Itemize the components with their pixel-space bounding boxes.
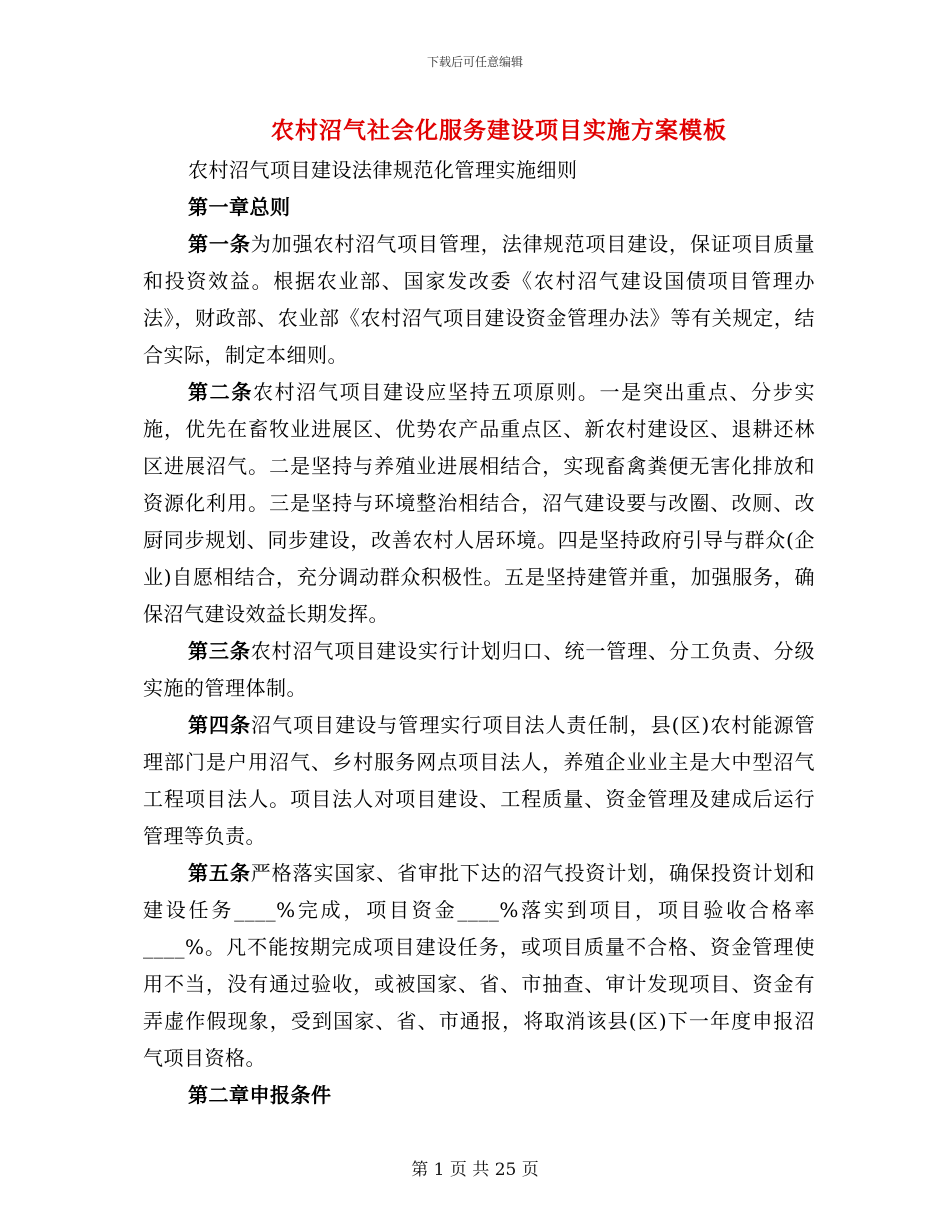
header-note: 下载后可任意编辑 xyxy=(426,55,523,69)
article-1 xyxy=(143,226,815,374)
article-text: 农村沼气项目建设实行计划归口、统一管理、分工负责、分级实施的管理体制。 xyxy=(143,639,816,700)
article-2 xyxy=(143,374,815,633)
document-title: 农村沼气社会化服务建设项目实施方案模板 xyxy=(271,117,727,144)
article-3 xyxy=(143,633,815,707)
chapter-heading-2: 第二章申报条件 xyxy=(188,1083,332,1107)
article-label: 第一条 xyxy=(188,232,251,256)
article-label: 第三条 xyxy=(188,639,251,663)
document-body xyxy=(143,152,815,1114)
article-label: 第五条 xyxy=(188,861,251,885)
document-subtitle: 农村沼气项目建设法律规范化管理实施细则 xyxy=(188,158,578,182)
article-label: 第二条 xyxy=(188,380,253,404)
article-text: 为加强农村沼气项目管理，法律规范项目建设，保证项目质量和投资效益。根据农业部、国家发改委《农村沼气建设国债项目管理办法》，财政部、农业部《农村沼气项目建设资金管理办法》等有关规定，结合实际，制定本细则。 xyxy=(143,232,816,367)
article-5 xyxy=(143,855,815,1077)
article-text: 严格落实国家、省审批下达的沼气投资计划，确保投资计划和建设任务____%完成，项目资金____%落实到项目，项目验收合格率____%。凡不能按期完成项目建设任务，或项目质量不合格、资金管理使用不当，没有通过验收，或被国家、省、市抽查、审计发现项目、资金有弄虚作假现象，受到国家、省、市通报，将取消该县(区)下一年度申报沼气项目资格。 xyxy=(143,861,816,1070)
article-label: 第四条 xyxy=(188,713,252,737)
article-text: 农村沼气项目建设应坚持五项原则。一是突出重点、分步实施，优先在畜牧业进展区、优势农产品重点区、新农村建设区、退耕还林区进展沼气。二是坚持与养殖业进展相结合，实现畜禽粪便无害化排放和资源化利用。三是坚持与环境整治相结合，沼气建设要与改圈、改厕、改厨同步规划、同步建设，改善农村人居环境。四是坚持政府引导与群众(企业)自愿相结合，充分调动群众积极性。五是坚持建管并重，加强服务，确保沼气建设效益长期发挥。 xyxy=(143,380,816,626)
article-4 xyxy=(143,707,815,855)
page-number: 第 1 页 共 25 页 xyxy=(411,1160,539,1180)
article-text: 沼气项目建设与管理实行项目法人责任制，县(区)农村能源管理部门是户用沼气、乡村服务网点项目法人，养殖企业业主是大中型沼气工程项目法人。项目法人对项目建设、工程质量、资金管理及建成后运行管理等负责。 xyxy=(143,713,816,848)
chapter-heading-1: 第一章总则 xyxy=(188,195,291,219)
